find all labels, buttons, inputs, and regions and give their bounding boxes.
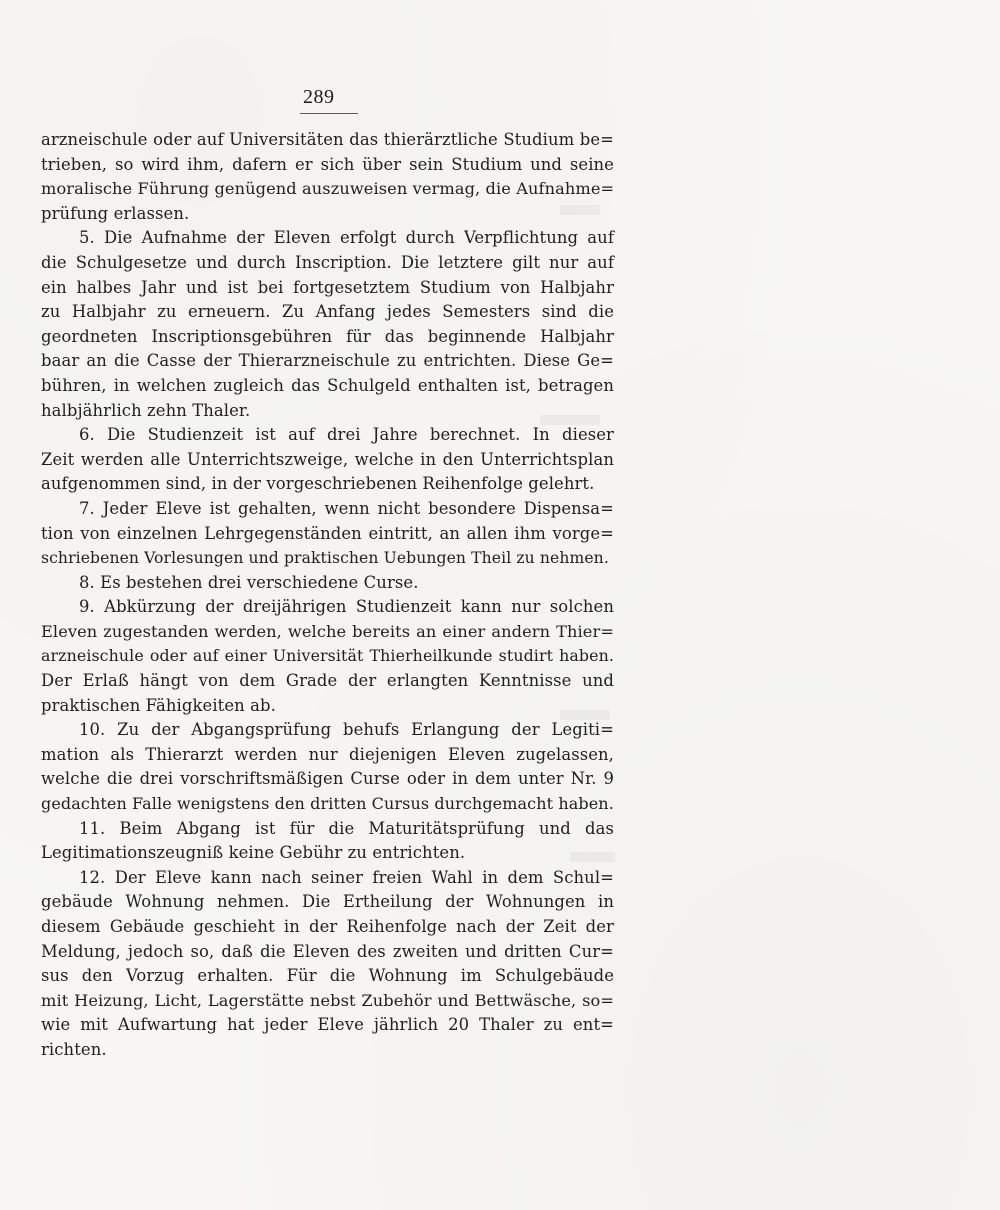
text-line: prüfung erlassen. [41, 203, 190, 223]
text-line: 5. Die Aufnahme der Eleven erfolgt durch Verpflichtung auf [79, 228, 614, 248]
text-line: welche die drei vorschriftsmäßigen Curse oder in dem unter Nr. 9 [41, 769, 614, 789]
text-line: wie mit Aufwartung hat jeder Eleve jährlich 20 Thaler zu ent= [41, 1015, 614, 1035]
text-line: moralische Führung genügend auszuweisen vermag, die Aufnahme= [41, 179, 615, 199]
page-number: 289 [303, 86, 335, 108]
text-line: sus den Vorzug erhalten. Für die Wohnung im Schulgebäude [41, 966, 614, 986]
text-line: 8. Es bestehen drei verschiedene Curse. [79, 572, 419, 592]
text-line: schriebenen Vorlesungen und praktischen Uebungen Theil zu nehmen. [41, 549, 609, 568]
text-line: die Schulgesetze und durch Inscription. Die letztere gilt nur auf [41, 252, 614, 272]
text-line: Legitimationszeugniß keine Gebühr zu entrichten. [41, 843, 466, 863]
text-line: tion von einzelnen Lehrgegenständen eintritt, an allen ihm vorge= [41, 523, 614, 543]
text-line: aufgenommen sind, in der vorgeschriebenen Reihenfolge gelehrt. [41, 474, 595, 494]
text-line: arzneischule oder auf Universitäten das thierärztliche Studium be= [41, 130, 614, 149]
text-line: baar an die Casse der Thierarzneischule zu entrichten. Diese Ge= [41, 351, 614, 371]
text-line: diesem Gebäude geschieht in der Reihenfolge nach der Zeit der [41, 917, 614, 936]
text-line: Meldung, jedoch so, daß die Eleven des zweiten und dritten Cur= [41, 941, 614, 961]
text-line: trieben, so wird ihm, dafern er sich über sein Studium und seine [41, 154, 614, 174]
text-line: mit Heizung, Licht, Lagerstätte nebst Zubehör und Bettwäsche, so= [41, 990, 614, 1010]
text-line: gedachten Falle wenigstens den dritten Cursus durchgemacht haben. [41, 794, 614, 814]
text-line: geordneten Inscriptionsgebühren für das beginnende Halbjahr [41, 326, 614, 346]
text-line: gebäude Wohnung nehmen. Die Ertheilung der Wohnungen in [41, 892, 614, 912]
text-line: ein halbes Jahr und ist bei fortgesetztem Studium von Halbjahr [41, 277, 614, 297]
page-number-rule [300, 113, 358, 114]
text-line: 10. Zu der Abgangsprüfung behufs Erlangung der Legiti= [79, 720, 614, 740]
text-line: bühren, in welchen zugleich das Schulgeld enthalten ist, betragen [41, 375, 614, 395]
text-line: halbjährlich zehn Thaler. [41, 400, 251, 420]
text-line: Der Erlaß hängt von dem Grade der erlangten Kenntnisse und [41, 671, 614, 691]
text-line: 12. Der Eleve kann nach seiner freien Wahl in dem Schul= [79, 867, 614, 887]
body-text [41, 128, 614, 1063]
text-line: praktischen Fähigkeiten ab. [41, 695, 276, 715]
text-line: arzneischule oder auf einer Universität Thierheilkunde studirt haben. [41, 646, 614, 666]
text-line: mation als Thierarzt werden nur diejenigen Eleven zugelassen, [41, 744, 614, 764]
text-line: Eleven zugestanden werden, welche bereits an einer andern Thier= [41, 621, 614, 641]
text-line: Zeit werden alle Unterrichtszweige, welche in den Unterrichtsplan [41, 449, 614, 469]
text-line: 6. Die Studienzeit ist auf drei Jahre berechnet. In dieser [79, 425, 614, 445]
text-line: 9. Abkürzung der dreijährigen Studienzeit kann nur solchen [79, 597, 614, 617]
text-line: zu Halbjahr zu erneuern. Zu Anfang jedes Semesters sind die [41, 302, 614, 322]
text-line: 11. Beim Abgang ist für die Maturitätsprüfung und das [79, 818, 614, 838]
text-line: richten. [41, 1039, 107, 1059]
text-line: 7. Jeder Eleve ist gehalten, wenn nicht besondere Dispensa= [79, 498, 614, 518]
